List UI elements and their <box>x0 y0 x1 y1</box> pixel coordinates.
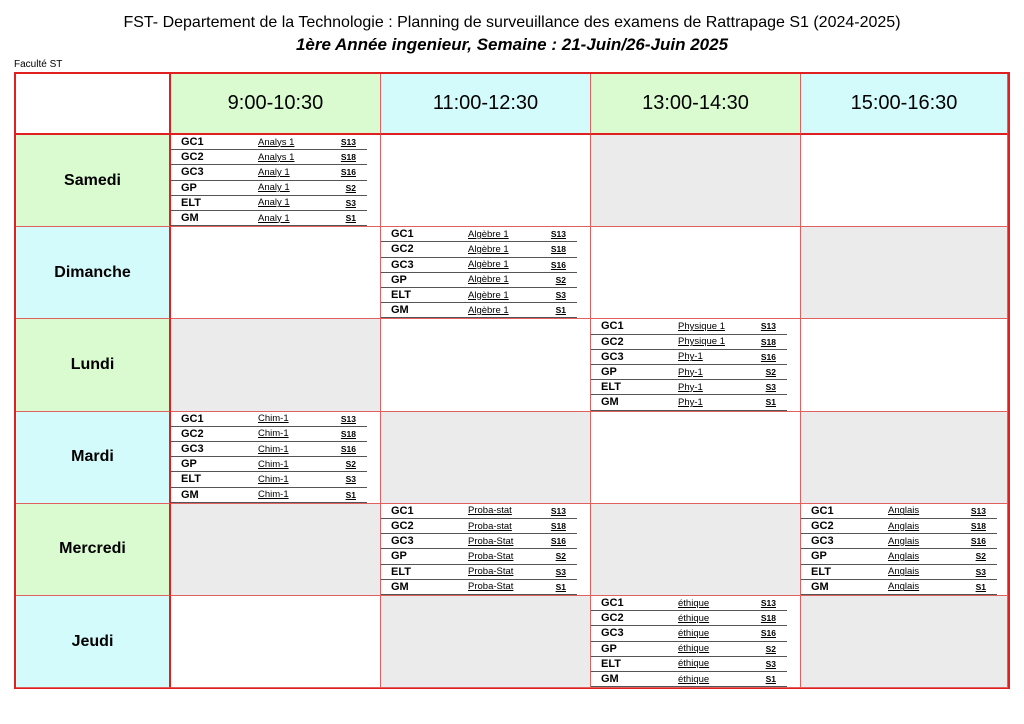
room-code: S3 <box>555 290 566 301</box>
room-code: S2 <box>345 182 356 193</box>
day-label: Mardi <box>16 412 171 504</box>
group-code: GC3 <box>181 166 204 179</box>
timeslot-header: 13:00-14:30 <box>591 74 801 135</box>
subject-name: Chim-1 <box>258 428 289 440</box>
room-code: S18 <box>760 336 776 347</box>
group-code: GC3 <box>601 350 624 363</box>
group-code: GC1 <box>811 504 834 517</box>
group-code: ELT <box>391 565 411 578</box>
exam-entry-row <box>591 672 787 687</box>
empty-slot-cell <box>591 504 801 596</box>
exam-entry-row <box>381 273 577 288</box>
group-code: GC2 <box>391 520 414 533</box>
day-label: Lundi <box>16 319 171 411</box>
room-code: S3 <box>975 566 986 577</box>
room-code: S13 <box>340 137 356 148</box>
exam-entry-row <box>171 135 367 150</box>
group-code: GP <box>181 458 197 471</box>
exam-slot-cell <box>801 504 1008 596</box>
exam-entry-row <box>591 319 787 334</box>
exam-entry-row <box>381 303 577 318</box>
room-code: S1 <box>765 397 776 408</box>
room-code: S16 <box>550 536 566 547</box>
day-label: Mercredi <box>16 504 171 596</box>
exam-entry-row <box>381 504 577 519</box>
group-code: GM <box>601 673 619 686</box>
room-code: S18 <box>970 521 986 532</box>
subject-name: Anglais <box>888 550 920 562</box>
exam-entry-row <box>171 165 367 180</box>
group-code: GC3 <box>391 535 414 548</box>
room-code: S13 <box>340 413 356 424</box>
empty-slot-cell <box>801 227 1008 319</box>
group-code: GP <box>601 366 617 379</box>
subject-name: Chim-1 <box>258 443 289 455</box>
exam-entry-row <box>381 580 577 595</box>
subject-name: Chim-1 <box>258 473 289 485</box>
group-code: GP <box>811 550 827 563</box>
room-code: S3 <box>765 382 776 393</box>
subject-name: éthique <box>678 673 710 685</box>
subject-name: Analy 1 <box>258 212 290 224</box>
group-code: GM <box>811 580 829 593</box>
subject-name: Anglais <box>888 566 920 578</box>
exam-entry-row <box>801 580 997 595</box>
subject-name: éthique <box>678 597 710 609</box>
empty-slot-cell <box>171 596 381 688</box>
exam-slot-cell <box>381 504 591 596</box>
group-code: GC3 <box>811 535 834 548</box>
subject-name: Phy-1 <box>678 381 703 393</box>
subject-name: Proba-Stat <box>468 566 514 578</box>
empty-slot-cell <box>591 412 801 504</box>
day-label: Jeudi <box>16 596 171 688</box>
empty-slot-cell <box>591 135 801 227</box>
group-code: GC1 <box>391 228 414 241</box>
exam-slot-cell <box>381 227 591 319</box>
exam-entry-row <box>591 626 787 641</box>
exam-entry-row <box>171 472 367 487</box>
room-code: S18 <box>550 521 566 532</box>
group-code: GP <box>601 642 617 655</box>
exam-entry-row <box>171 412 367 427</box>
group-code: ELT <box>181 196 201 209</box>
room-code: S1 <box>555 305 566 316</box>
exam-slot-cell <box>171 412 381 504</box>
room-code: S13 <box>760 598 776 609</box>
exam-entry-row <box>381 242 577 257</box>
document-title: FST- Departement de la Technologie : Planning de surveuillance des examens de Rattrapage S1 (2024-2025) <box>123 14 901 31</box>
exam-slot-cell <box>591 319 801 411</box>
group-code: GM <box>181 488 199 501</box>
exam-entry-row <box>591 365 787 380</box>
exam-entry-row <box>381 565 577 580</box>
document-subtitle: 1ère Année ingenieur, Semaine : 21-Juin/26-Juin 2025 <box>295 35 729 54</box>
exam-entry-row <box>171 211 367 226</box>
group-code: GC2 <box>181 151 204 164</box>
subject-name: Algèbre 1 <box>468 228 509 240</box>
subject-name: Phy-1 <box>678 366 703 378</box>
subject-name: Anglais <box>888 520 920 532</box>
exam-entry-row <box>591 596 787 611</box>
subject-name: Proba-Stat <box>468 535 514 547</box>
subject-name: Physique 1 <box>678 320 726 332</box>
exam-entry-row <box>171 442 367 457</box>
room-code: S16 <box>550 259 566 270</box>
exam-entry-row <box>801 565 997 580</box>
exam-entry-row <box>591 611 787 626</box>
group-code: ELT <box>601 381 621 394</box>
subject-name: Analys 1 <box>258 136 295 148</box>
room-code: S13 <box>760 321 776 332</box>
day-label: Samedi <box>16 135 171 227</box>
subject-name: Algèbre 1 <box>468 243 509 255</box>
room-code: S16 <box>760 351 776 362</box>
subject-name: Phy-1 <box>678 351 703 363</box>
exam-entry-row <box>171 196 367 211</box>
exam-entry-row <box>591 380 787 395</box>
empty-slot-cell <box>801 319 1008 411</box>
room-code: S13 <box>970 505 986 516</box>
exam-entry-row <box>171 181 367 196</box>
empty-slot-cell <box>381 412 591 504</box>
room-code: S2 <box>555 274 566 285</box>
subject-name: Analy 1 <box>258 166 290 178</box>
subject-name: Chim-1 <box>258 413 289 425</box>
room-code: S2 <box>765 367 776 378</box>
group-code: GM <box>601 396 619 409</box>
group-code: GP <box>181 181 197 194</box>
room-code: S2 <box>555 551 566 562</box>
exam-entry-row <box>381 534 577 549</box>
group-code: GC3 <box>181 443 204 456</box>
room-code: S16 <box>340 167 356 178</box>
subject-name: Proba-Stat <box>468 550 514 562</box>
group-code: ELT <box>391 289 411 302</box>
room-code: S18 <box>550 244 566 255</box>
group-code: GC1 <box>391 504 414 517</box>
empty-slot-cell <box>381 596 591 688</box>
group-code: ELT <box>181 473 201 486</box>
timeslot-header: 9:00-10:30 <box>171 74 381 135</box>
subject-name: Analy 1 <box>258 197 290 209</box>
group-code: GM <box>391 304 409 317</box>
group-code: GC3 <box>391 258 414 271</box>
group-code: GC1 <box>601 320 624 333</box>
room-code: S18 <box>340 152 356 163</box>
subject-name: Anglais <box>888 581 920 593</box>
room-code: S16 <box>760 628 776 639</box>
room-code: S2 <box>765 643 776 654</box>
subject-name: Anglais <box>888 535 920 547</box>
empty-slot-cell <box>171 319 381 411</box>
subject-name: Proba-Stat <box>468 581 514 593</box>
room-code: S2 <box>345 459 356 470</box>
exam-entry-row <box>591 657 787 672</box>
exam-entry-row <box>381 258 577 273</box>
room-code: S1 <box>765 674 776 685</box>
exam-slot-cell <box>171 135 381 227</box>
empty-slot-cell <box>801 412 1008 504</box>
schedule-table <box>14 72 1010 689</box>
exam-entry-row <box>381 549 577 564</box>
room-code: S13 <box>550 229 566 240</box>
subject-name: éthique <box>678 627 710 639</box>
subject-name: éthique <box>678 612 710 624</box>
timeslot-header: 15:00-16:30 <box>801 74 1008 135</box>
exam-entry-row <box>171 427 367 442</box>
faculty-label: Faculté ST <box>14 59 63 70</box>
empty-slot-cell <box>171 227 381 319</box>
room-code: S3 <box>765 658 776 669</box>
empty-slot-cell <box>801 596 1008 688</box>
subject-name: Analy 1 <box>258 182 290 194</box>
room-code: S16 <box>970 536 986 547</box>
subject-name: Analys 1 <box>258 151 295 163</box>
empty-slot-cell <box>591 227 801 319</box>
empty-slot-cell <box>171 504 381 596</box>
room-code: S18 <box>340 428 356 439</box>
empty-slot-cell <box>381 319 591 411</box>
room-code: S1 <box>555 581 566 592</box>
room-code: S18 <box>760 613 776 624</box>
empty-slot-cell <box>381 135 591 227</box>
room-code: S16 <box>340 444 356 455</box>
subject-name: Chim-1 <box>258 489 289 501</box>
exam-entry-row <box>171 150 367 165</box>
group-code: GP <box>391 550 407 563</box>
exam-entry-row <box>171 488 367 503</box>
group-code: GC2 <box>181 427 204 440</box>
exam-entry-row <box>591 335 787 350</box>
group-code: GC1 <box>181 136 204 149</box>
day-label: Dimanche <box>16 227 171 319</box>
exam-slot-cell <box>591 596 801 688</box>
room-code: S2 <box>975 551 986 562</box>
group-code: GC1 <box>601 597 624 610</box>
exam-entry-row <box>171 457 367 472</box>
exam-entry-row <box>381 519 577 534</box>
exam-entry-row <box>801 534 997 549</box>
subject-name: Algèbre 1 <box>468 259 509 271</box>
exam-entry-row <box>591 642 787 657</box>
subject-name: éthique <box>678 658 710 670</box>
subject-name: Phy-1 <box>678 396 703 408</box>
exam-entry-row <box>381 227 577 242</box>
subject-name: Anglais <box>888 505 920 517</box>
exam-entry-row <box>801 549 997 564</box>
group-code: GC2 <box>601 335 624 348</box>
room-code: S13 <box>550 505 566 516</box>
room-code: S3 <box>345 197 356 208</box>
room-code: S3 <box>555 566 566 577</box>
room-code: S1 <box>975 581 986 592</box>
exam-entry-row <box>801 519 997 534</box>
group-code: ELT <box>811 565 831 578</box>
empty-slot-cell <box>801 135 1008 227</box>
subject-name: Chim-1 <box>258 458 289 470</box>
room-code: S3 <box>345 474 356 485</box>
room-code: S1 <box>345 213 356 224</box>
exam-entry-row <box>591 350 787 365</box>
corner-cell <box>16 74 171 135</box>
room-code: S1 <box>345 489 356 500</box>
group-code: ELT <box>601 657 621 670</box>
subject-name: Proba-stat <box>468 520 512 532</box>
group-code: GC1 <box>181 412 204 425</box>
subject-name: Proba-stat <box>468 505 512 517</box>
subject-name: Algèbre 1 <box>468 274 509 286</box>
group-code: GC2 <box>601 612 624 625</box>
subject-name: Algèbre 1 <box>468 304 509 316</box>
group-code: GC2 <box>391 243 414 256</box>
exam-entry-row <box>381 288 577 303</box>
group-code: GM <box>391 580 409 593</box>
group-code: GP <box>391 273 407 286</box>
group-code: GM <box>181 212 199 225</box>
group-code: GC3 <box>601 627 624 640</box>
subject-name: Algèbre 1 <box>468 289 509 301</box>
exam-entry-row <box>801 504 997 519</box>
timeslot-header: 11:00-12:30 <box>381 74 591 135</box>
subject-name: éthique <box>678 643 710 655</box>
group-code: GC2 <box>811 520 834 533</box>
exam-entry-row <box>591 395 787 410</box>
subject-name: Physique 1 <box>678 336 726 348</box>
